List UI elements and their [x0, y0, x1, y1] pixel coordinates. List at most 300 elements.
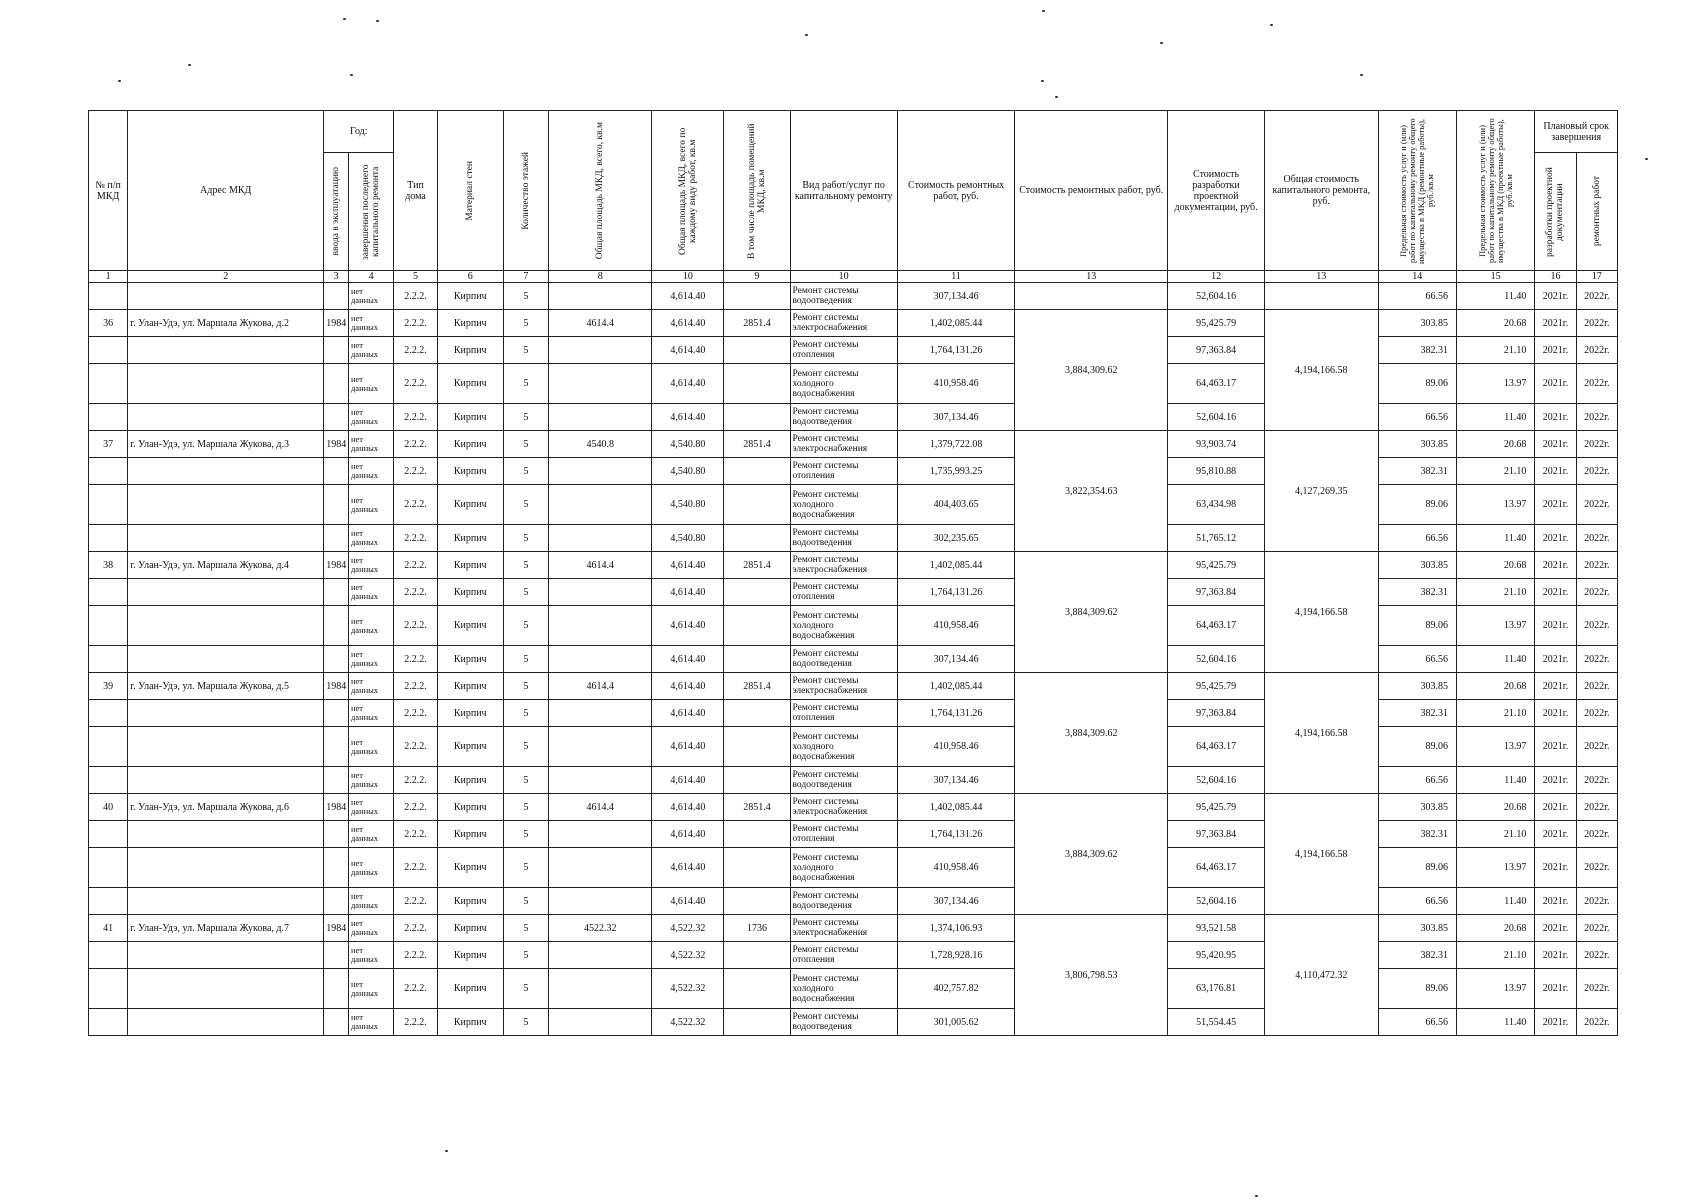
- house-type-cell: 2.2.2.: [394, 525, 437, 552]
- last-repair-year-cell: нет данных: [348, 915, 393, 942]
- repair-cost-cell: 404,403.65: [897, 485, 1015, 525]
- design-deadline-cell: 2021г.: [1535, 888, 1576, 915]
- area-by-work-cell: 4,614.40: [652, 646, 724, 673]
- design-deadline-cell: 2021г.: [1535, 606, 1576, 646]
- wall-material-cell: Кирпич: [437, 283, 503, 310]
- address-cell: г. Улан-Удэ, ул. Маршала Жукова, д.6: [128, 794, 324, 821]
- premises-area-cell: [724, 821, 790, 848]
- area-by-work-cell: 4,614.40: [652, 888, 724, 915]
- col-design-cost: Стоимость разработки проектной документации, руб.: [1168, 111, 1265, 271]
- address-cell: г. Улан-Удэ, ул. Маршала Жукова, д.4: [128, 552, 324, 579]
- address-cell: [128, 485, 324, 525]
- repair-deadline-cell: 2022г.: [1576, 404, 1617, 431]
- address-cell: [128, 525, 324, 552]
- repair-deadline-cell: 2022г.: [1576, 727, 1617, 767]
- house-type-cell: 2.2.2.: [394, 404, 437, 431]
- address-cell: [128, 579, 324, 606]
- design-cost-cell: 52,604.16: [1168, 767, 1265, 794]
- col-repair-cost: Стоимость ремонтных работ, руб.: [897, 111, 1015, 271]
- area-by-work-cell: 4,540.80: [652, 485, 724, 525]
- scan-speck: [445, 1150, 448, 1152]
- house-type-cell: 2.2.2.: [394, 767, 437, 794]
- address-cell: [128, 942, 324, 969]
- floors-cell: 5: [503, 404, 548, 431]
- work-type-cell: Ремонт системы отопления: [790, 821, 897, 848]
- table-row: [89, 794, 1618, 821]
- design-cost-cell: 97,363.84: [1168, 700, 1265, 727]
- design-deadline-cell: 2021г.: [1535, 579, 1576, 606]
- floors-cell: 5: [503, 485, 548, 525]
- floors-cell: 5: [503, 794, 548, 821]
- floors-cell: 5: [503, 727, 548, 767]
- commission-year-cell: [324, 969, 349, 1009]
- table-row: [89, 431, 1618, 458]
- total-area-cell: [549, 364, 652, 404]
- limit-repair-cell: 89.06: [1378, 364, 1456, 404]
- last-repair-year-cell: нет данных: [348, 767, 393, 794]
- area-by-work-cell: 4,614.40: [652, 310, 724, 337]
- premises-area-cell: [724, 404, 790, 431]
- limit-design-cell: 13.97: [1456, 848, 1534, 888]
- limit-repair-cell: 382.31: [1378, 821, 1456, 848]
- mkd-number-cell: [89, 525, 128, 552]
- column-number: 5: [394, 271, 437, 283]
- area-by-work-cell: 4,614.40: [652, 552, 724, 579]
- design-deadline-cell: 2021г.: [1535, 767, 1576, 794]
- last-repair-year-cell: нет данных: [348, 485, 393, 525]
- premises-area-cell: [724, 364, 790, 404]
- overall-cost-cell: 4,194,166.58: [1265, 310, 1378, 431]
- overall-cost-cell: 4,194,166.58: [1265, 673, 1378, 794]
- limit-design-cell: 13.97: [1456, 727, 1534, 767]
- wall-material-cell: Кирпич: [437, 525, 503, 552]
- limit-repair-cell: 382.31: [1378, 942, 1456, 969]
- last-repair-year-cell: нет данных: [348, 646, 393, 673]
- work-type-cell: Ремонт системы холодного водоснабжения: [790, 364, 897, 404]
- last-repair-year-cell: нет данных: [348, 431, 393, 458]
- design-deadline-cell: 2021г.: [1535, 404, 1576, 431]
- wall-material-cell: Кирпич: [437, 700, 503, 727]
- wall-material-cell: Кирпич: [437, 794, 503, 821]
- area-by-work-cell: 4,614.40: [652, 673, 724, 700]
- wall-material-cell: Кирпич: [437, 888, 503, 915]
- group-repair-cost-cell: 3,884,309.62: [1015, 310, 1168, 431]
- total-area-cell: [549, 525, 652, 552]
- scan-speck: [1645, 158, 1648, 160]
- col-address: Адрес МКД: [128, 111, 324, 271]
- scan-speck: [188, 64, 191, 66]
- last-repair-year-cell: нет данных: [348, 969, 393, 1009]
- mkd-number-cell: [89, 848, 128, 888]
- last-repair-year-cell: нет данных: [348, 364, 393, 404]
- repair-deadline-cell: 2022г.: [1576, 942, 1617, 969]
- design-deadline-cell: 2021г.: [1535, 1009, 1576, 1036]
- limit-repair-cell: 303.85: [1378, 673, 1456, 700]
- table-row: [89, 552, 1618, 579]
- design-deadline-cell: 2021г.: [1535, 727, 1576, 767]
- column-number: 13: [1015, 271, 1168, 283]
- house-type-cell: 2.2.2.: [394, 794, 437, 821]
- area-by-work-cell: 4,614.40: [652, 767, 724, 794]
- area-by-work-cell: 4,614.40: [652, 283, 724, 310]
- floors-cell: 5: [503, 579, 548, 606]
- work-type-cell: Ремонт системы электроснабжения: [790, 310, 897, 337]
- wall-material-cell: Кирпич: [437, 969, 503, 1009]
- col-num: № п/п МКД: [89, 111, 128, 271]
- premises-area-cell: [724, 1009, 790, 1036]
- commission-year-cell: 1984: [324, 310, 349, 337]
- last-repair-year-cell: нет данных: [348, 337, 393, 364]
- design-cost-cell: 51,765.12: [1168, 525, 1265, 552]
- design-cost-cell: 64,463.17: [1168, 848, 1265, 888]
- repair-cost-cell: 1,735,993.25: [897, 458, 1015, 485]
- capital-repair-table: [88, 110, 1618, 1036]
- limit-design-cell: 21.10: [1456, 337, 1534, 364]
- limit-repair-cell: 303.85: [1378, 310, 1456, 337]
- area-by-work-cell: 4,614.40: [652, 337, 724, 364]
- column-number: 15: [1456, 271, 1534, 283]
- design-deadline-cell: 2021г.: [1535, 458, 1576, 485]
- design-deadline-cell: 2021г.: [1535, 700, 1576, 727]
- table-row: [89, 579, 1618, 606]
- repair-cost-cell: 410,958.46: [897, 364, 1015, 404]
- address-cell: [128, 727, 324, 767]
- group-repair-cost-cell: 3,806,798.53: [1015, 915, 1168, 1036]
- design-cost-cell: 51,554.45: [1168, 1009, 1265, 1036]
- total-area-cell: [549, 888, 652, 915]
- repair-cost-cell: 1,402,085.44: [897, 552, 1015, 579]
- design-cost-cell: 93,903.74: [1168, 431, 1265, 458]
- total-area-cell: [549, 821, 652, 848]
- house-type-cell: 2.2.2.: [394, 364, 437, 404]
- col-total-area: Общая площадь МКД, всего, кв.м: [549, 111, 652, 271]
- scan-speck: [1360, 74, 1363, 76]
- mkd-number-cell: [89, 700, 128, 727]
- floors-cell: 5: [503, 942, 548, 969]
- col-premises-area: В том числе площадь помещений МКД, кв.м: [724, 111, 790, 271]
- mkd-number-cell: 37: [89, 431, 128, 458]
- design-cost-cell: 52,604.16: [1168, 283, 1265, 310]
- wall-material-cell: Кирпич: [437, 579, 503, 606]
- repair-deadline-cell: 2022г.: [1576, 888, 1617, 915]
- total-area-cell: [549, 727, 652, 767]
- table-row: [89, 942, 1618, 969]
- commission-year-cell: [324, 888, 349, 915]
- limit-repair-cell: 66.56: [1378, 646, 1456, 673]
- floors-cell: 5: [503, 606, 548, 646]
- last-repair-year-cell: нет данных: [348, 552, 393, 579]
- limit-design-cell: 20.68: [1456, 310, 1534, 337]
- limit-design-cell: 20.68: [1456, 915, 1534, 942]
- house-type-cell: 2.2.2.: [394, 458, 437, 485]
- design-cost-cell: 97,363.84: [1168, 821, 1265, 848]
- floors-cell: 5: [503, 364, 548, 404]
- last-repair-year-cell: нет данных: [348, 404, 393, 431]
- repair-deadline-cell: 2022г.: [1576, 485, 1617, 525]
- col-year-last-repair: завершения последнего капитального ремонта: [348, 153, 393, 271]
- column-number: 10: [652, 271, 724, 283]
- limit-design-cell: 11.40: [1456, 888, 1534, 915]
- limit-design-cell: 20.68: [1456, 552, 1534, 579]
- address-cell: [128, 888, 324, 915]
- limit-repair-cell: 303.85: [1378, 915, 1456, 942]
- wall-material-cell: Кирпич: [437, 727, 503, 767]
- floors-cell: 5: [503, 646, 548, 673]
- design-cost-cell: 64,463.17: [1168, 727, 1265, 767]
- last-repair-year-cell: нет данных: [348, 794, 393, 821]
- commission-year-cell: [324, 848, 349, 888]
- limit-repair-cell: 89.06: [1378, 848, 1456, 888]
- floors-cell: 5: [503, 283, 548, 310]
- premises-area-cell: [724, 337, 790, 364]
- mkd-number-cell: [89, 767, 128, 794]
- commission-year-cell: [324, 942, 349, 969]
- col-work-type: Вид работ/услуг по капитальному ремонту: [790, 111, 897, 271]
- last-repair-year-cell: нет данных: [348, 283, 393, 310]
- design-deadline-cell: 2021г.: [1535, 915, 1576, 942]
- table-row: [89, 727, 1618, 767]
- area-by-work-cell: 4,614.40: [652, 848, 724, 888]
- repair-deadline-cell: 2022г.: [1576, 848, 1617, 888]
- premises-area-cell: 2851.4: [724, 431, 790, 458]
- commission-year-cell: [324, 337, 349, 364]
- wall-material-cell: Кирпич: [437, 821, 503, 848]
- wall-material-cell: Кирпич: [437, 673, 503, 700]
- floors-cell: 5: [503, 552, 548, 579]
- premises-area-cell: [724, 579, 790, 606]
- table-row: [89, 525, 1618, 552]
- premises-area-cell: [724, 969, 790, 1009]
- premises-area-cell: [724, 942, 790, 969]
- repair-cost-cell: 410,958.46: [897, 606, 1015, 646]
- table-row: [89, 1009, 1618, 1036]
- col-year-commission: ввода в эксплуатацию: [324, 153, 349, 271]
- address-cell: [128, 1009, 324, 1036]
- total-area-cell: [549, 969, 652, 1009]
- house-type-cell: 2.2.2.: [394, 915, 437, 942]
- repair-deadline-cell: 2022г.: [1576, 606, 1617, 646]
- limit-design-cell: 21.10: [1456, 579, 1534, 606]
- last-repair-year-cell: нет данных: [348, 848, 393, 888]
- address-cell: [128, 458, 324, 485]
- limit-design-cell: 13.97: [1456, 606, 1534, 646]
- last-repair-year-cell: нет данных: [348, 700, 393, 727]
- work-type-cell: Ремонт системы водоотведения: [790, 404, 897, 431]
- floors-cell: 5: [503, 767, 548, 794]
- mkd-number-cell: [89, 458, 128, 485]
- limit-repair-cell: 382.31: [1378, 579, 1456, 606]
- column-number: 1: [89, 271, 128, 283]
- house-type-cell: 2.2.2.: [394, 283, 437, 310]
- house-type-cell: 2.2.2.: [394, 848, 437, 888]
- repair-cost-cell: 307,134.46: [897, 767, 1015, 794]
- mkd-number-cell: [89, 579, 128, 606]
- commission-year-cell: 1984: [324, 552, 349, 579]
- address-cell: [128, 364, 324, 404]
- area-by-work-cell: 4,522.32: [652, 915, 724, 942]
- work-type-cell: Ремонт системы водоотведения: [790, 283, 897, 310]
- repair-deadline-cell: 2022г.: [1576, 673, 1617, 700]
- limit-repair-cell: 89.06: [1378, 969, 1456, 1009]
- design-deadline-cell: 2021г.: [1535, 942, 1576, 969]
- col-year-group: Год:: [324, 111, 394, 153]
- area-by-work-cell: 4,614.40: [652, 727, 724, 767]
- total-area-cell: [549, 458, 652, 485]
- limit-repair-cell: 66.56: [1378, 525, 1456, 552]
- floors-cell: 5: [503, 821, 548, 848]
- repair-deadline-cell: 2022г.: [1576, 458, 1617, 485]
- house-type-cell: 2.2.2.: [394, 431, 437, 458]
- commission-year-cell: [324, 364, 349, 404]
- repair-deadline-cell: 2022г.: [1576, 646, 1617, 673]
- total-area-cell: 4614.4: [549, 310, 652, 337]
- premises-area-cell: 2851.4: [724, 552, 790, 579]
- house-type-cell: 2.2.2.: [394, 727, 437, 767]
- col-overall-cost: Общая стоимость капитального ремонта, руб.: [1265, 111, 1378, 271]
- area-by-work-cell: 4,522.32: [652, 969, 724, 1009]
- commission-year-cell: [324, 821, 349, 848]
- table-row: [89, 646, 1618, 673]
- design-cost-cell: 95,425.79: [1168, 673, 1265, 700]
- address-cell: [128, 821, 324, 848]
- repair-deadline-cell: 2022г.: [1576, 1009, 1617, 1036]
- design-cost-cell: 93,521.58: [1168, 915, 1265, 942]
- area-by-work-cell: 4,614.40: [652, 404, 724, 431]
- work-type-cell: Ремонт системы электроснабжения: [790, 673, 897, 700]
- address-cell: [128, 700, 324, 727]
- limit-repair-cell: 382.31: [1378, 458, 1456, 485]
- scan-speck: [1160, 42, 1163, 44]
- wall-material-cell: Кирпич: [437, 404, 503, 431]
- area-by-work-cell: 4,614.40: [652, 821, 724, 848]
- address-cell: [128, 337, 324, 364]
- repair-cost-cell: 1,402,085.44: [897, 310, 1015, 337]
- wall-material-cell: Кирпич: [437, 337, 503, 364]
- wall-material-cell: Кирпич: [437, 310, 503, 337]
- design-deadline-cell: 2021г.: [1535, 794, 1576, 821]
- table-body: [89, 283, 1618, 1036]
- repair-cost-cell: 402,757.82: [897, 969, 1015, 1009]
- commission-year-cell: 1984: [324, 431, 349, 458]
- address-cell: г. Улан-Удэ, ул. Маршала Жукова, д.7: [128, 915, 324, 942]
- repair-deadline-cell: 2022г.: [1576, 337, 1617, 364]
- last-repair-year-cell: нет данных: [348, 310, 393, 337]
- work-type-cell: Ремонт системы отопления: [790, 942, 897, 969]
- scan-speck: [1270, 24, 1273, 26]
- last-repair-year-cell: нет данных: [348, 821, 393, 848]
- mkd-number-cell: [89, 646, 128, 673]
- mkd-number-cell: [89, 283, 128, 310]
- premises-area-cell: [724, 458, 790, 485]
- premises-area-cell: 2851.4: [724, 310, 790, 337]
- design-cost-cell: 95,425.79: [1168, 552, 1265, 579]
- total-area-cell: [549, 579, 652, 606]
- column-number: 6: [437, 271, 503, 283]
- table-row: [89, 700, 1618, 727]
- floors-cell: 5: [503, 915, 548, 942]
- commission-year-cell: [324, 1009, 349, 1036]
- design-deadline-cell: 2021г.: [1535, 969, 1576, 1009]
- repair-deadline-cell: 2022г.: [1576, 579, 1617, 606]
- design-deadline-cell: 2021г.: [1535, 431, 1576, 458]
- limit-repair-cell: 382.31: [1378, 337, 1456, 364]
- limit-design-cell: 11.40: [1456, 767, 1534, 794]
- total-area-cell: [549, 848, 652, 888]
- group-repair-cost-cell: 3,884,309.62: [1015, 794, 1168, 915]
- limit-repair-cell: 66.56: [1378, 1009, 1456, 1036]
- repair-cost-cell: 1,374,106.93: [897, 915, 1015, 942]
- repair-cost-cell: 1,402,085.44: [897, 794, 1015, 821]
- column-number: 7: [503, 271, 548, 283]
- work-type-cell: Ремонт системы электроснабжения: [790, 552, 897, 579]
- table-row: [89, 673, 1618, 700]
- col-house-type: Тип дома: [394, 111, 437, 271]
- wall-material-cell: Кирпич: [437, 915, 503, 942]
- column-number: 4: [348, 271, 393, 283]
- address-cell: г. Улан-Удэ, ул. Маршала Жукова, д.5: [128, 673, 324, 700]
- area-by-work-cell: 4,614.40: [652, 700, 724, 727]
- house-type-cell: 2.2.2.: [394, 700, 437, 727]
- commission-year-cell: [324, 727, 349, 767]
- repair-cost-cell: 1,764,131.26: [897, 821, 1015, 848]
- table-row: [89, 310, 1618, 337]
- floors-cell: 5: [503, 888, 548, 915]
- commission-year-cell: [324, 404, 349, 431]
- total-area-cell: 4614.4: [549, 794, 652, 821]
- wall-material-cell: Кирпич: [437, 1009, 503, 1036]
- limit-design-cell: 21.10: [1456, 700, 1534, 727]
- design-deadline-cell: 2021г.: [1535, 821, 1576, 848]
- design-cost-cell: 97,363.84: [1168, 337, 1265, 364]
- premises-area-cell: [724, 888, 790, 915]
- design-deadline-cell: 2021г.: [1535, 337, 1576, 364]
- group-repair-cost-cell: [1015, 283, 1168, 310]
- premises-area-cell: [724, 283, 790, 310]
- limit-design-cell: 20.68: [1456, 794, 1534, 821]
- repair-deadline-cell: 2022г.: [1576, 364, 1617, 404]
- house-type-cell: 2.2.2.: [394, 888, 437, 915]
- work-type-cell: Ремонт системы отопления: [790, 700, 897, 727]
- design-deadline-cell: 2021г.: [1535, 848, 1576, 888]
- total-area-cell: [549, 767, 652, 794]
- repair-cost-cell: 307,134.46: [897, 646, 1015, 673]
- table-row: [89, 888, 1618, 915]
- total-area-cell: [549, 337, 652, 364]
- design-cost-cell: 64,463.17: [1168, 364, 1265, 404]
- area-by-work-cell: 4,614.40: [652, 606, 724, 646]
- column-number: 13: [1265, 271, 1378, 283]
- work-type-cell: Ремонт системы холодного водоснабжения: [790, 848, 897, 888]
- premises-area-cell: [724, 606, 790, 646]
- last-repair-year-cell: нет данных: [348, 525, 393, 552]
- total-area-cell: [549, 283, 652, 310]
- house-type-cell: 2.2.2.: [394, 942, 437, 969]
- premises-area-cell: 2851.4: [724, 794, 790, 821]
- column-number: 16: [1535, 271, 1576, 283]
- wall-material-cell: Кирпич: [437, 458, 503, 485]
- table-row: [89, 283, 1618, 310]
- table-row: [89, 404, 1618, 431]
- area-by-work-cell: 4,540.80: [652, 525, 724, 552]
- mkd-number-cell: [89, 727, 128, 767]
- total-area-cell: 4540.8: [549, 431, 652, 458]
- commission-year-cell: [324, 485, 349, 525]
- total-area-cell: 4522.32: [549, 915, 652, 942]
- table-row: [89, 915, 1618, 942]
- column-number: 12: [1168, 271, 1265, 283]
- wall-material-cell: Кирпич: [437, 767, 503, 794]
- mkd-number-cell: 41: [89, 915, 128, 942]
